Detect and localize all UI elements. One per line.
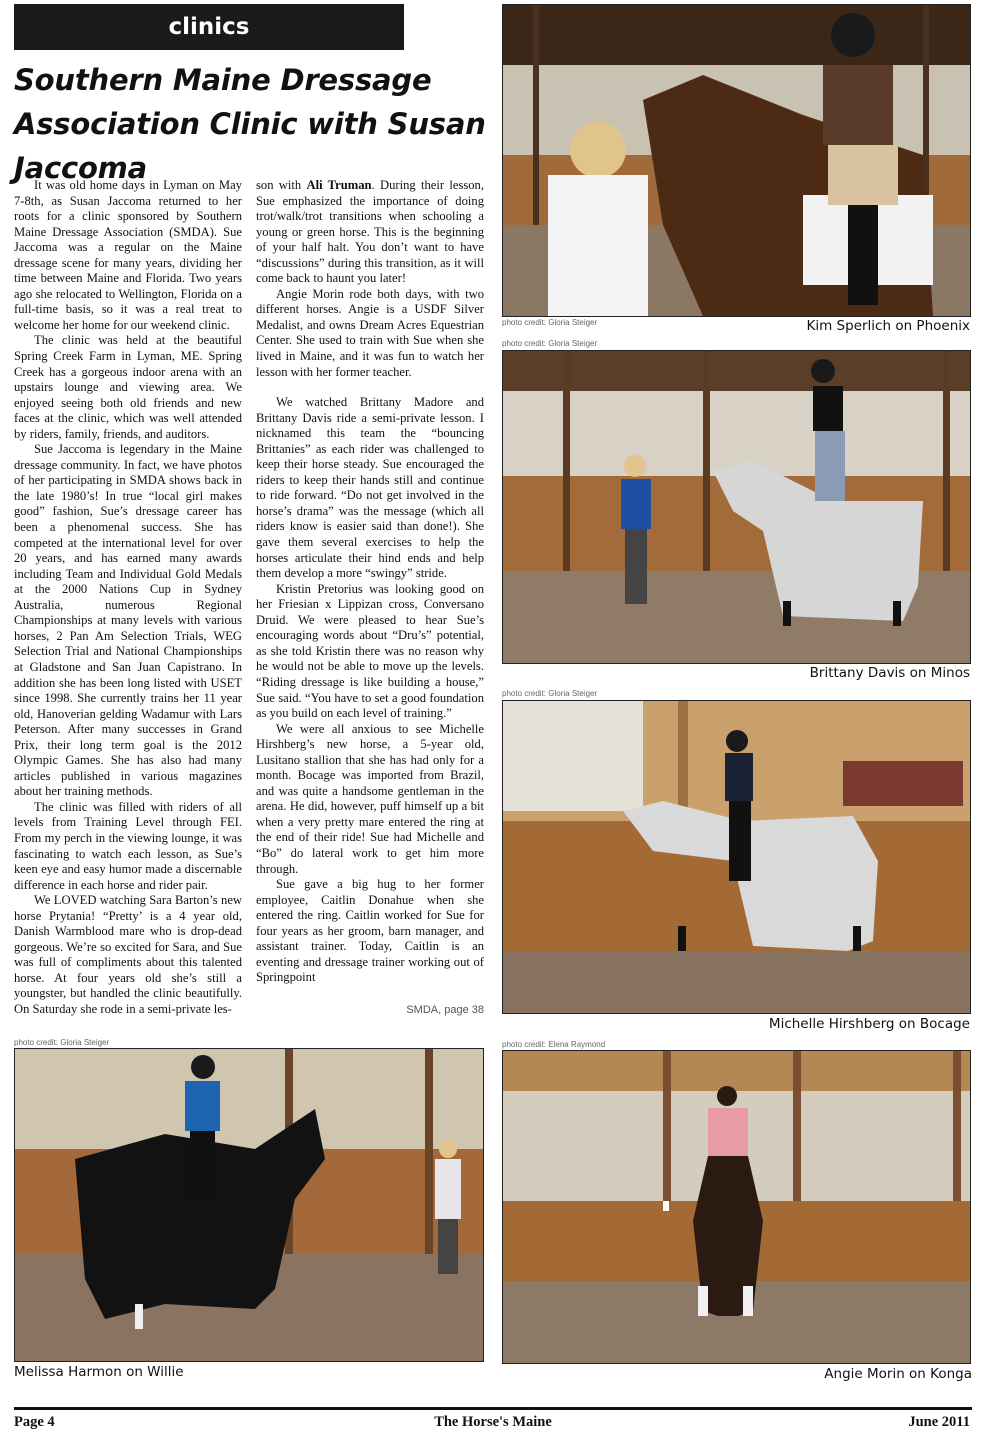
- paragraph: We LOVED watching Sara Barton’s new horse Prytania! “Pretty’ is a 4 year old, Danish Warmblood mare who is drop-dead gorgeous. We’re so excited for Sara, and Sue was full of compliments about this talented horse. At four years old she’s still a youngster, but handled the clinic beautifully. On Saturday she rode in a semi-private les-: [14, 893, 242, 1016]
- page-number: Page 4: [14, 1414, 55, 1430]
- paragraph: Angie Morin rode both days, with two different horses. Angie is a USDF Silver Medalist, and owns Dream Acres Equestrian Center. She used to train with Sue when she lived in Maine, and it was fun to watch her lesson with her former teacher.: [256, 286, 484, 379]
- paragraph: It was old home days in Lyman on May 7-8th, as Susan Jaccoma returned to her roots for a clinic sponsored by Southern Maine Dressage Association (SMDA). Sue Jaccoma was a regular on the Maine dressage scene for many years, dividing her time between Maine and Florida. Two years ago she relocated to Wellington, Florida on a full-time basis, so it was a real treat to welcome her home for our weekend clinic.: [14, 178, 242, 332]
- section-label: clinics: [14, 4, 404, 50]
- paragraph-continued: son with Ali Truman. During their lesson, Sue emphasized the importance of doing trot/walk/trot transitions when schooling a young or green horse. This is the beginning of your half halt. You don’t want to have “discussions” during this transition, as it will come back to haunt you later!: [256, 178, 484, 286]
- photo-brittany-davis: [502, 350, 971, 664]
- continued-on: SMDA, page 38: [406, 1004, 484, 1016]
- paragraph: We were all anxious to see Michelle Hirshberg’s new horse, a 5-year old, Lusitano stallion that she has had only for a month. Bocage was imported from Brazil, and was quite a handsome gentleman in the arena. He did, however, puff himself up a bit when a very pretty mare entered the ring at the end of their ride! Sue had Michelle and “Bo” do lateral work to get him more through.: [256, 721, 484, 876]
- paragraph: We watched Brittany Madore and Brittany Davis ride a semi-private lesson. I nicknamed this team the “bouncing Brittanies” as each rider was challenged to keep their horse steady. Sue encouraged the riders to keep their hands still and continue to ride forward. “Do not get involved in the horse’s drama” was the message (which all riders know is easier said than done!). She gave them several exercises to help the horses articulate their hind ends and help them develop a more “swingy” stride.: [256, 395, 484, 581]
- paragraph: Sue gave a big hug to her former employee, Caitlin Donahue when she entered the ring. Caitlin worked for Sue for four years as her groom, barn manager, and assistant trainer. Today, Caitlin is an eventing and dressage trainer working out of Springpoint: [256, 877, 484, 985]
- paragraph: Kristin Pretorius was looking good on her Friesian x Lippizan cross, Conversano Druid. We were pleased to hear Sue’s encouraging words about “Dru’s” potential, as she told Kristin there was no reason why he would not be able to move up the levels. “Riding dressage is like building a house,” Sue said. “You have to set a good foundation as you build on each level of training.”: [256, 581, 484, 721]
- photo-caption: Angie Morin on Konga: [824, 1366, 972, 1382]
- photo-michelle-hirshberg: [502, 700, 971, 1014]
- footer-rule: [14, 1407, 972, 1410]
- photo-credit: photo credit: Gloria Steiger: [502, 689, 598, 698]
- paragraph: The clinic was held at the beautiful Spring Creek Farm in Lyman, ME. Spring Creek has a gorgeous indoor arena with an upstairs lounge and viewing area. We enjoyed seeing both old friends and new faces at the clinic, which was well attended by riders, family, friends, and auditors.: [14, 333, 242, 441]
- photo-angie-morin: [502, 1050, 971, 1364]
- rider-name: Ali Truman: [306, 178, 372, 192]
- photo-caption: Kim Sperlich on Phoenix: [806, 318, 970, 334]
- photo-kim-sperlich: [502, 4, 971, 317]
- photo-melissa-harmon: [14, 1048, 484, 1362]
- paragraph: Sue Jaccoma is legendary in the Maine dressage community. In fact, we have photos of her participating in SMDA shows back in the late 1980’s! In true “local girl makes good” fashion, Sue’s dressage career has been a phenomenal success. She has competed at the international level for over 20 years, and has earned many awards including Team and Individual Gold Medals at the 2000 Nations Cup in Sydney Australia, numerous Regional Championships at many levels with various horses, 2 Pan Am Selection Trials, WEG Selection Trial and National Championships at Gladstone and San Juan Capistrano. In addition she has been long listed with USET since 1998. She currently trains her 11 year old, Hanoverian gelding Wadamur with Lars Peterson. After many successes in Grand Prix, their long term goal is the 2012 Olympic Games. She has also had many articles published in various magazines about her training methods.: [14, 442, 242, 799]
- photo-credit: photo credit: Gloria Steiger: [502, 339, 598, 348]
- photo-caption: Melissa Harmon on Willie: [14, 1364, 184, 1380]
- photo-credit: photo credit: Elena Raymond: [502, 1040, 606, 1049]
- photo-credit: photo credit: Gloria Steiger: [14, 1038, 110, 1047]
- paragraph: The clinic was filled with riders of all levels from Training Level through FEI. From my perch in the viewing lounge, it was fascinating to watch each lesson, as Sue’s keen eye and easy humor made a discernable difference in each horse and rider pair.: [14, 799, 242, 892]
- publication-name: The Horse's Maine: [434, 1414, 552, 1430]
- issue-date: June 2011: [908, 1414, 970, 1430]
- headline: Southern Maine Dressage Association Clinic with Susan Jaccoma: [14, 63, 486, 185]
- article-column-2: [256, 178, 484, 986]
- photo-caption: Michelle Hirshberg on Bocage: [768, 1016, 970, 1032]
- photo-caption: Brittany Davis on Minos: [809, 665, 970, 681]
- photo-credit: photo credit: Gloria Steiger: [502, 318, 598, 327]
- article-column-1: [14, 178, 242, 1018]
